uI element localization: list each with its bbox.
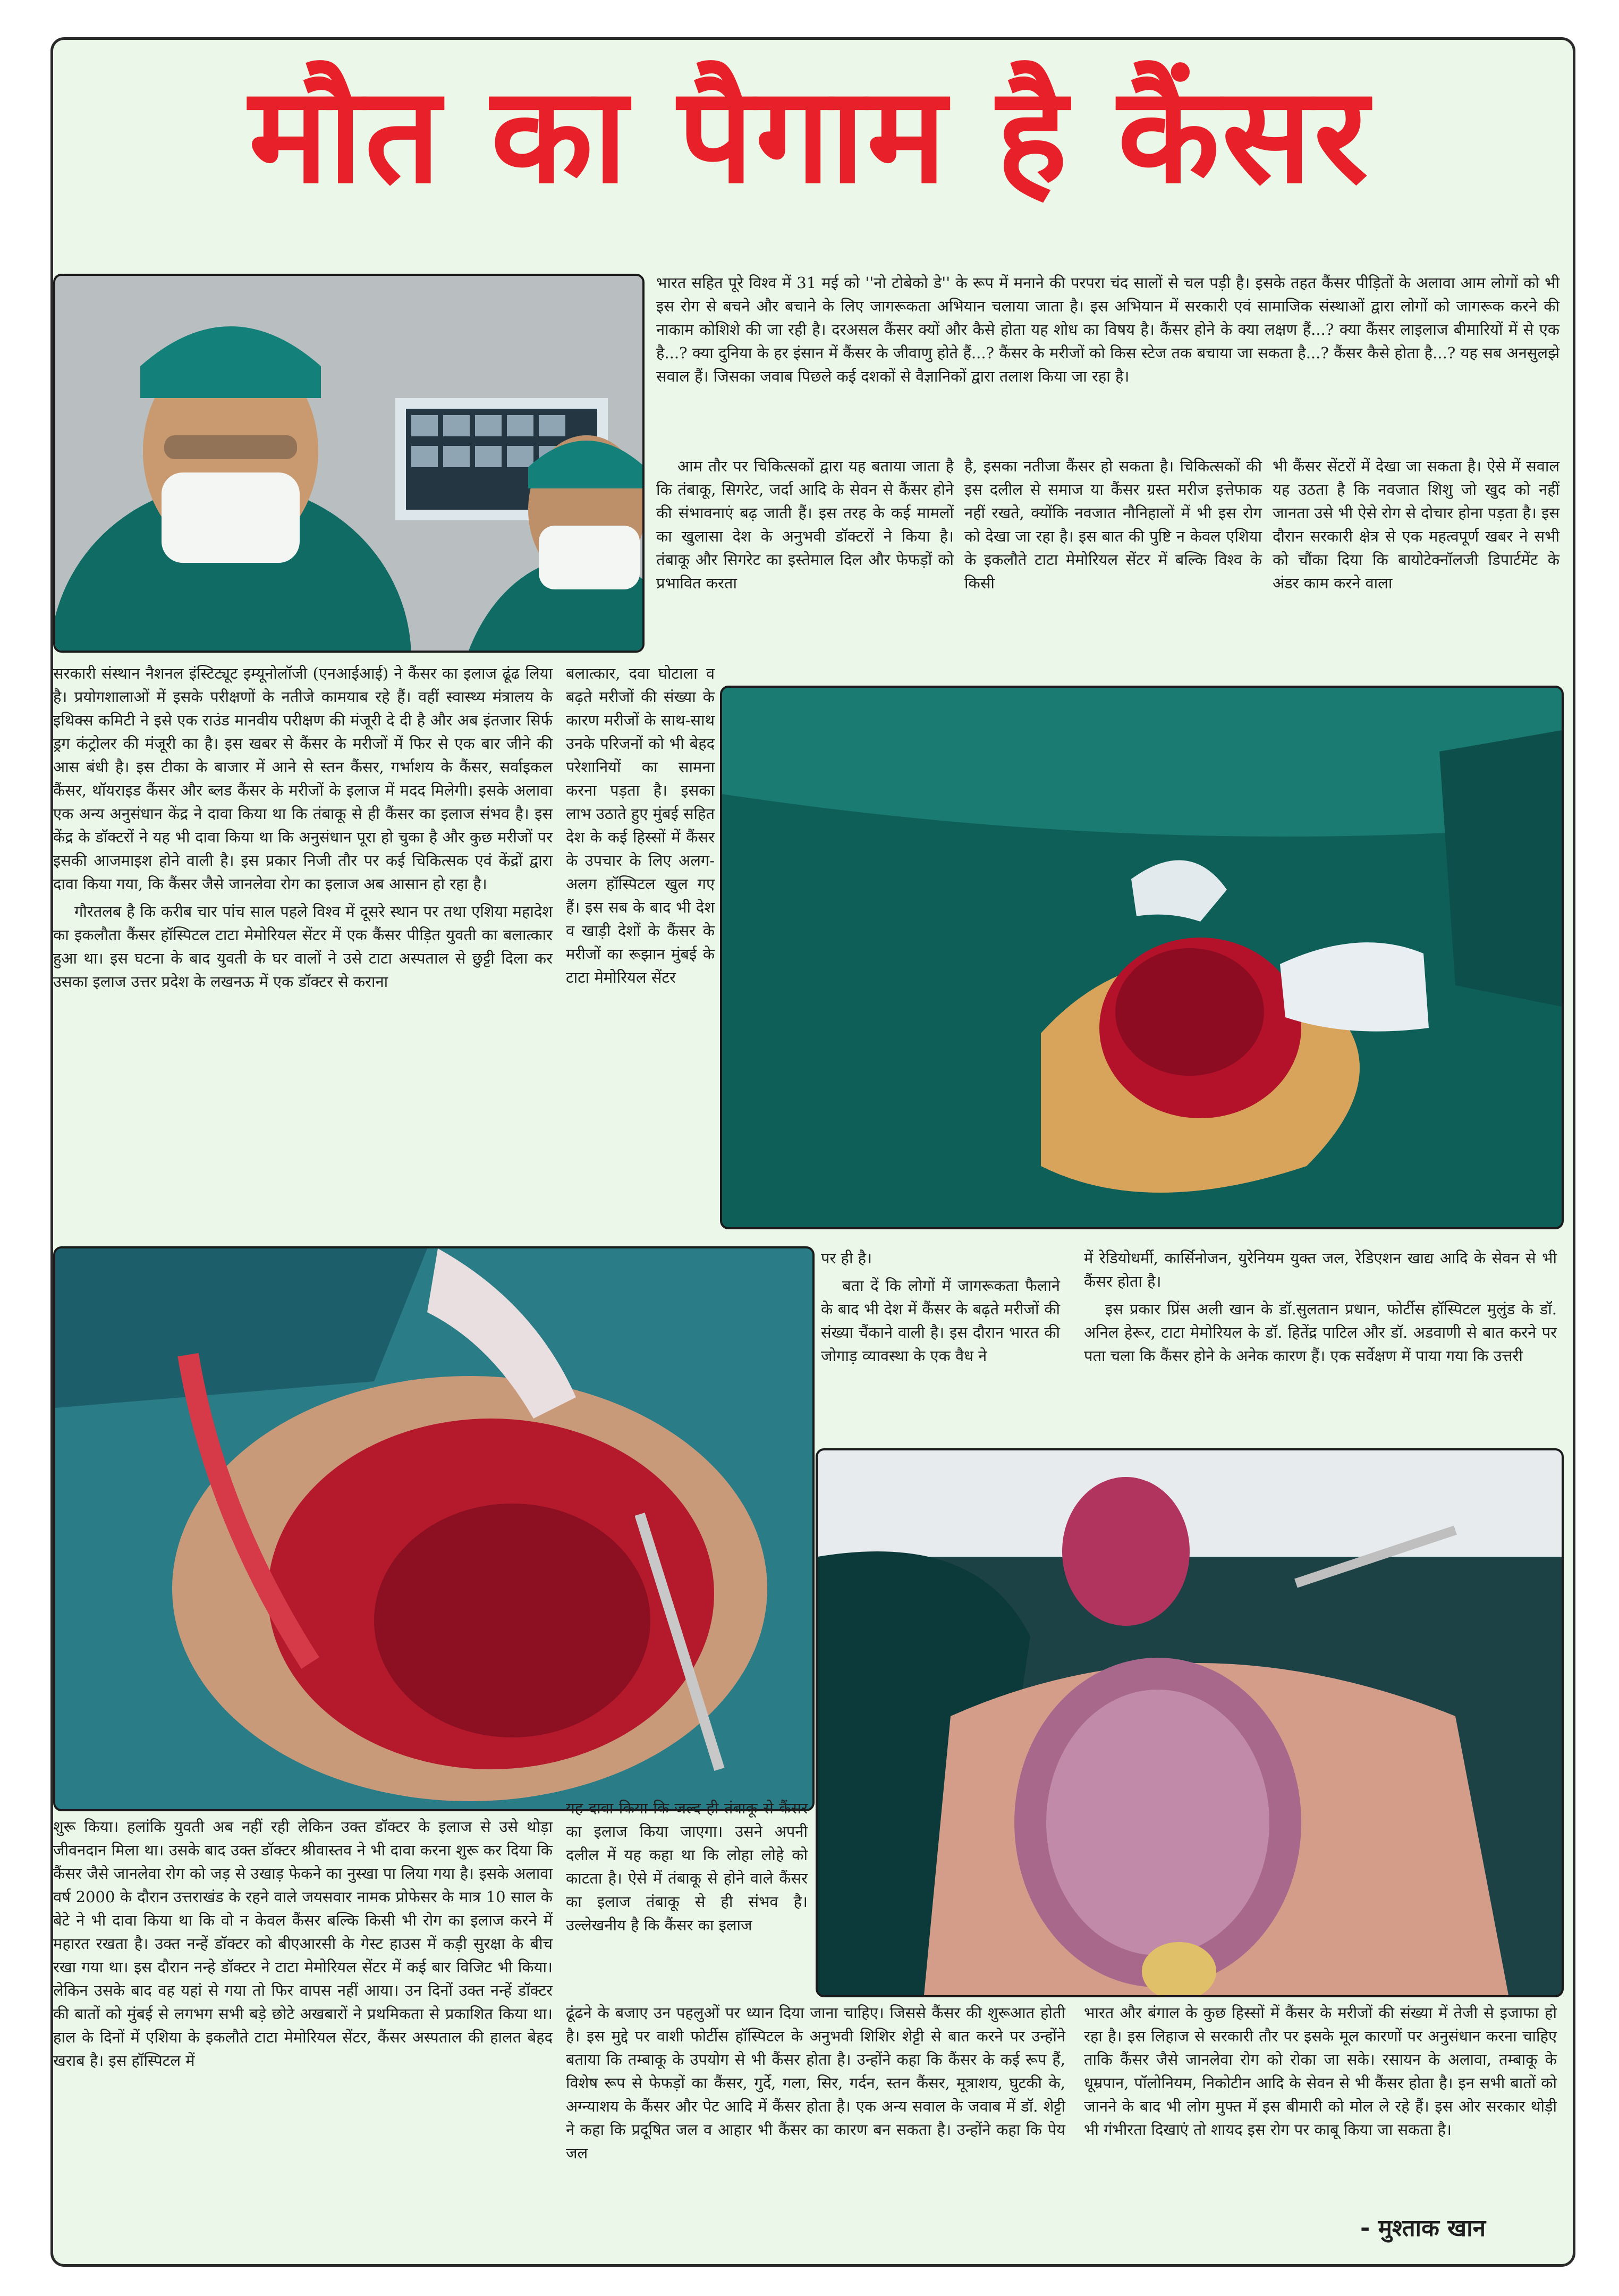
intro-paragraph: भारत सहित पूरे विश्व में 31 मई को ''नो टोबेको डे'' के रूप में मनाने की परपरा चंद सालों से चल पड़ी है। इसके तहत कैंसर पीड़ितों के अलावा आम लोगों को भी इस रोग से बचने और बचाने के लिए जागरूकता अभियान चलाया जाता है। इस अभियान में सरकारी एवं सामाजिक संस्थाओं द्वारा लोगों को जागरूक करने की नाकाम कोशिशे की जा रही है। दरअसल कैंसर क्यों और कैसे होता यह शोध का विषय है। कैंसर होने के क्या लक्षण हैं...? क्या कैंसर लाइलाज बीमारियों में से एक है...? क्या दुनिया के हर इंसान में कैंसर के जीवाणु होते हैं...? कैंसर के मरीजों को किस स्टेज तक बचाया जा सकता है...? कैंसर कैसे होता है...? यह सब अनसुलझे सवाल हैं। जिसका जवाब पिछले कई दशकों से वैज्ञानिकों द्वारा तलाश किया जा रहा है। [656,274,1559,385]
column-1: आम तौर पर चिकित्सकों द्वारा यह बताया जाता है कि तंबाकू, सिगरेट, जर्दा आदि के सेवन से कैंसर होने की संभावनाएं बढ़ जाती हैं। इस तरह के कई मामलों का खुलासा देश के अनुभवी डॉक्टरों ने किया है। तंबाकू और सिगरेट का इस्तेमाल दिल और फेफड़ों को प्रभावित करता [656,457,954,592]
author-byline: - मुश्ताक खान [1360,2215,1486,2242]
photo-doctors [53,274,645,653]
text-block-left: सरकारी संस्थान नैशनल इंस्टिट्यूट इम्यूनोलॉजी (एनआईआई) ने कैंसर का इलाज ढूंढ लिया है। प्रयोगशालाओं में इसके परीक्षणों के नतीजे कामयाब रहे हैं। वहीं स्वास्थ्य मंत्रालय के इथिक्स कमिटी ने इसे एक राउंड मानवीय परीक्षण की मंजूरी दे दी है और अब इंतजार सिर्फ ड्रग कंट्रोलर की मंजूरी का है। इस खबर से कैंसर के मरीजों में फिर से एक बार जीने की आस बंधी है। इस टीका के बाजार में आने से स्तन कैंसर, गर्भाशय के कैंसर, सर्वाइकल कैंसर, थॉयराइड कैंसर और ब्लड कैंसर के मरीजों के इलाज में मदद मिलेगी। इसके अलावा एक अन्य अनुसंधान केंद्र ने दावा किया था कि तंबाकू से ही कैंसर का इलाज संभव है। इस केंद्र के डॉक्टरों ने यह भी दावा किया था कि अनुसंधान पूरा हो चुका है और कुछ मरीजों पर इसकी आजमाइश होने वाली है। इस प्रकार निजी तौर पर कई चिकित्सक एवं केंद्रों द्वारा दावा किया गया, कि कैंसर जैसे जानलेवा रोग का इलाज अब आसान हो रहा है। गौरतलब है कि करीब चार पांच साल पहले विश्व में दूसरे स्थान पर तथा एशिया महादेश का इकलौता कैंसर हॉस्पिटल टाटा मेमोरियल सेंटर में एक कैंसर पीड़ित युवती का बलात्कार हुआ था। इस घटना के बाद युवती के घर वालों ने उसे टाटा अस्पताल से छुट्टी दिला कर उसका इलाज उत्तर प्रदेश के लखनऊ में एक डॉक्टर से कराना [53,664,553,991]
text-block-bottom-right: भारत और बंगाल के कुछ हिस्सों में कैंसर के मरीजों की संख्या में तेजी से इजाफा हो रहा है। इस लिहाज से सरकारी तौर पर इसके मूल कारणों पर अनुसंधान करना चाहिए ताकि कैंसर जैसे जानलेवा रोग को रोका जा सके। रसायन के अलावा, तम्बाकू के धूम्रपान, पॉलोनियम, निकोटीन आदि के सेवन से भी कैंसर होता है। इन सभी बातों को जानने के बाद भी लोग मुफ्त में इस बीमारी को मोल ले रहे हैं। इस ओर सरकार थोड़ी भी गंभीरता दिखाएं तो शायद इस रोग पर काबू किया जा सकता है। [1084,2004,1557,2139]
text-block-middle: पर ही है। बता दें कि लोगों में जागरूकता फैलाने के बाद भी देश में कैंसर के बढ़ते मरीजों की संख्या चैंकाने वाली है। इस दौरान भारत की जोगाड़ व्यावस्था के एक वैध ने [821,1249,1060,1365]
column-2: है, इसका नतीजा कैंसर हो सकता है। चिकित्सकों की इस दलील से समाज या कैंसर ग्रस्त मरीज इत्तेफाक नहीं रखते, क्योंकि नवजात नौनिहालों में भी इस रोग को देखा जा रहा है। इस बात की पुष्टि न केवल एशिया के इकलौते टाटा मेमोरियल सेंटर में बल्कि विश्व के किसी [964,457,1262,592]
photo-surgery-tumor [816,1448,1564,1997]
text-block-right-top: में रेडियोधर्मी, कार्सिनोजन, युरेनियम युक्त जल, रेडिएशन खाद्य आदि के सेवन से भी कैंसर होता है। इस प्रकार प्रिंस अली खान के डॉ.सुलतान प्रधान, फोर्टीस हॉस्पिटल मुलुंड के डॉ. अनिल हेरूर, टाटा मेमोरियल के डॉ. हितेंद्र पाटिल और डॉ. अडवाणी से बात करने पर पता चला कि कैंसर होने के अनेक कारण हैं। एक सर्वेक्षण में पाया गया कि उत्तरी [1084,1249,1557,1365]
text-block-bottom-middle: यह दावा किया कि जल्द ही तंबाकू से कैंसर का इलाज किया जाएगा। उसने अपनी दलील में यह कहा था कि लोहा लोहे को काटता है। ऐसे में तंबाकू से होने वाले कैंसर का इलाज तंबाकू से ही संभव है। उल्लेखनीय है कि कैंसर का इलाज [566,1799,808,1934]
photo-surgery-abdomen [720,686,1564,1229]
headline: मौत का पैगाम है कैंसर [249,58,1370,213]
text-block-bottom-left: शुरू किया। हलांकि युवती अब नहीं रही लेकिन उक्त डॉक्टर के इलाज से उसे थोड़ा जीवनदान मिला था। उसके बाद उक्त डॉक्टर श्रीवास्तव ने भी दावा करना शुरू कर दिया कि कैंसर जैसे जानलेवा रोग को जड़ से उखाड़ फेकने का नुस्खा पा लिया गया है। इसके अलावा वर्ष 2000 के दौरान उत्तराखंड के रहने वाले जयसवार नामक प्रोफेसर के मात्र 10 साल के बेटे ने भी दावा किया था कि वो न केवल कैंसर बल्कि किसी भी रोग का इलाज करने में महारत रखता है। उक्त नन्हें डॉक्टर को बीएआरसी के गेस्ट हाउस में कड़ी सुरक्षा के बीच रखा गया था। इस दौरान नन्हे डॉक्टर ने टाटा मेमोरियल सेंटर में कई बार विजिट भी किया। लेकिन उसके बाद वह यहां से गया तो फिर वापस नहीं आया। उन दिनों उक्त नन्हें डॉक्टर की बातों को मुंबई से लगभग सभी बड़े छोटे अखबारों ने प्रथमिकता से प्रकाशित किया था। हाल के दिनों में एशिया के इकलौते टाटा मेमोरियल सेंटर, कैंसर अस्पताल की हालत बेहद खराब है। इस हॉस्पिटल में [53,1818,553,2070]
text-block-bottom-center: ढूंढने के बजाए उन पहलुओं पर ध्यान दिया जाना चाहिए। जिससे कैंसर की शुरूआत होती है। इस मुद्दे पर वाशी फोर्टीस हॉस्पिटल के अनुभवी शिशिर शेट्टी से बात करने पर उन्होंने बताया कि तम्बाकू के उपयोग से भी कैंसर होता है। उन्होंने कहा कि कैंसर के कई रूप हैं, विशेष रूप से फेफड़ों का कैंसर, गुर्दे, गला, सिर, गर्दन, स्तन कैंसर, मूत्राशय, घुटकी के, अग्न्याशय के कैंसर और पेट आदि में कैंसर होता है। एक अन्य सवाल के जवाब में डॉ. शेट्टी ने कहा कि प्रदूषित जल व आहार भी कैंसर का कारण बन सकता है। उन्होंने कहा कि पेय जल [566,2004,1065,2162]
text-block-narrow: बलात्कार, दवा घोटाला व बढ़ते मरीजों की संख्या के कारण मरीजों के साथ-साथ उनके परिजनों को भी बेहद परेशानियों का सामना करना पड़ता है। इसका लाभ उठाते हुए मुंबई सहित देश के कई हिस्सों में कैंसर के उपचार के लिए अलग- अलग हॉस्पिटल खुल गए हैं। इस सब के बाद भी देश व खाड़ी देशों के कैंसर के मरीजों का रूझान मुंबई के टाटा मेमोरियल सेंटर [566,664,715,986]
photo-surgery-head [53,1246,815,1811]
column-3: भी कैंसर सेंटरों में देखा जा सकता है। ऐसे में सवाल यह उठता है कि नवजात शिशु जो खुद को नहीं जानता उसे भी ऐसे रोग से दोचार होना पड़ता है। इस दौरान सरकारी क्षेत्र से एक महत्वपूर्ण खबर ने सभी को चौंका दिया कि बायोटेक्नॉलजी डिपार्टमेंट के अंडर काम करने वाला [1273,457,1559,592]
